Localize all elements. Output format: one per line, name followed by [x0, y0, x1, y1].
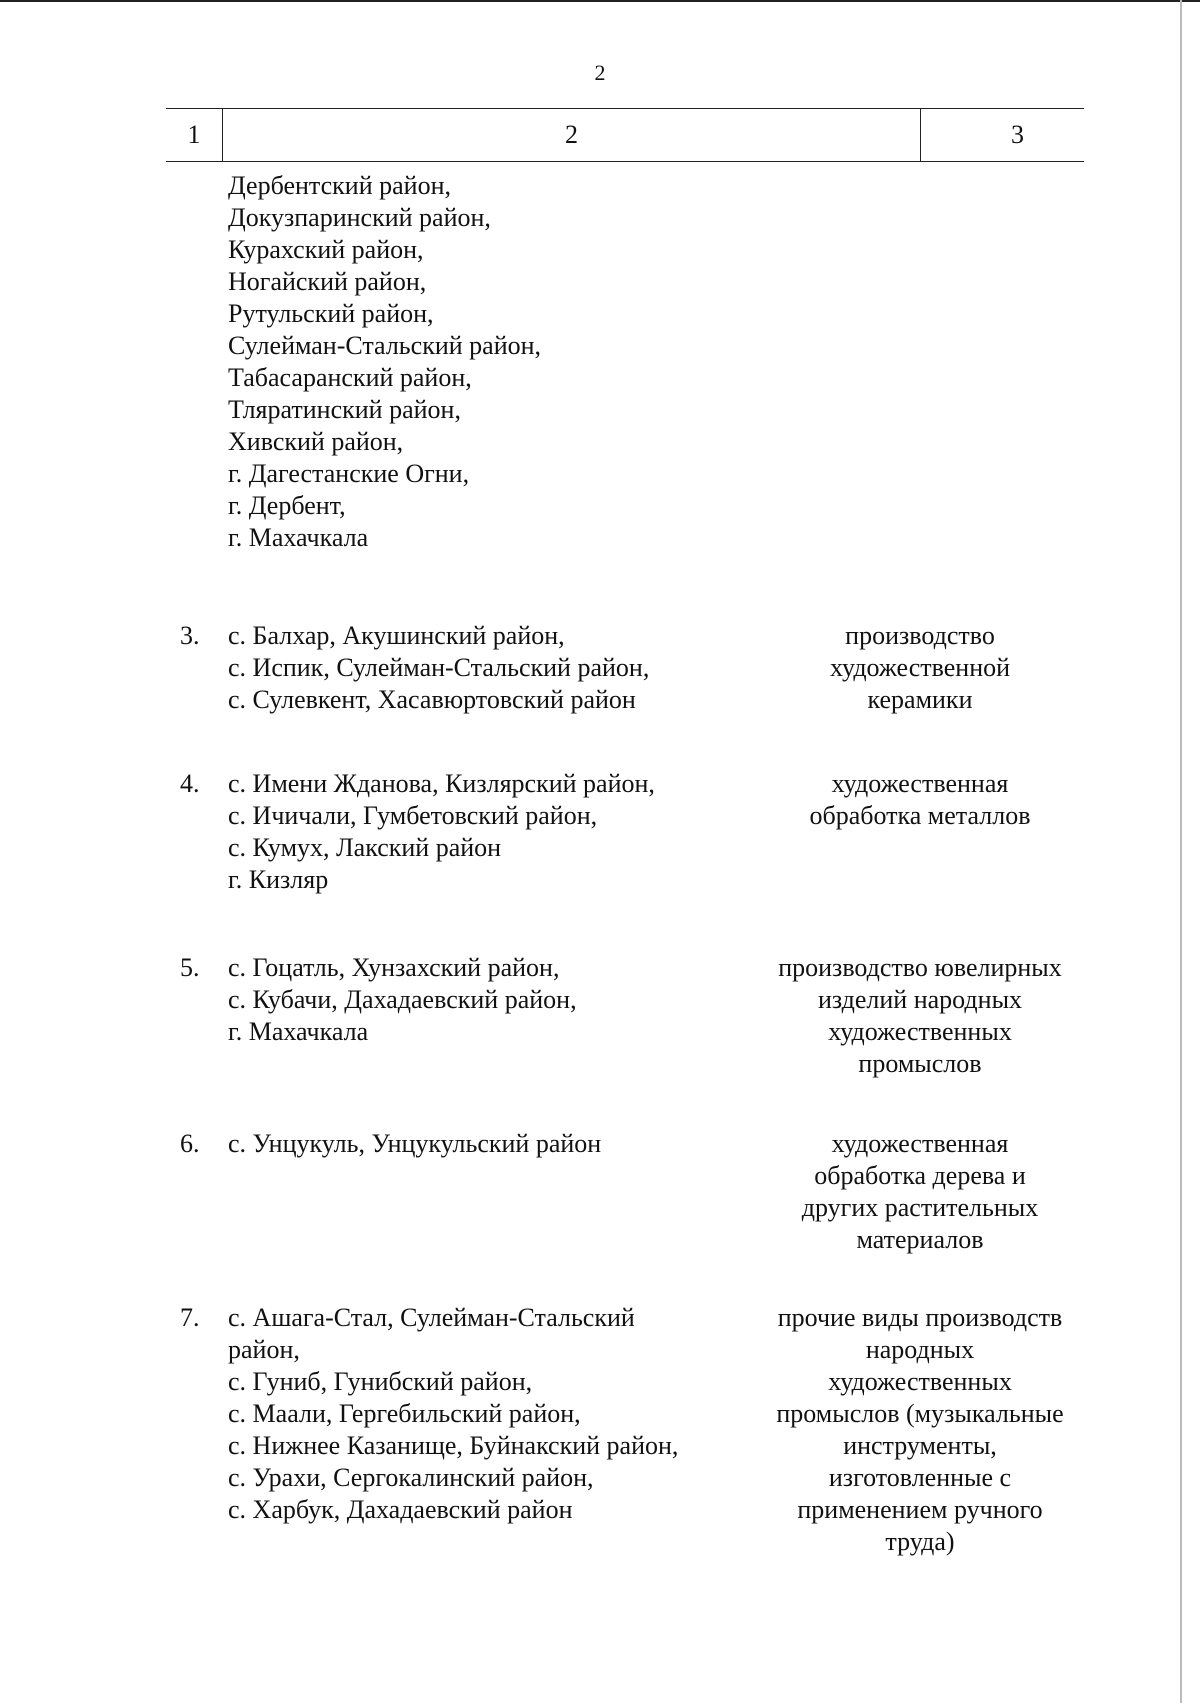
place-line: Тляратинский район, — [228, 395, 461, 424]
row-craft — [755, 1128, 1085, 1256]
craft-line: прочие виды производств — [777, 1303, 1063, 1332]
craft-line: обработка металлов — [809, 801, 1031, 830]
craft-line: инструменты, — [843, 1431, 997, 1460]
craft-line: обработка дерева и — [814, 1161, 1026, 1190]
craft-line: промыслов — [858, 1049, 982, 1078]
row-number: 7. — [180, 1303, 200, 1332]
craft-line: керамики — [867, 685, 973, 714]
craft-line: труда) — [885, 1527, 955, 1556]
place-line: с. Ичичали, Гумбетовский район, — [228, 801, 598, 830]
scan-edge-right — [1180, 0, 1182, 1703]
place-line: Хивский район, — [228, 427, 404, 456]
craft-line: материалов — [856, 1225, 984, 1254]
craft-line: художественная — [831, 769, 1009, 798]
place-line: с. Маали, Гергебильский район, — [228, 1399, 581, 1428]
row-craft — [755, 952, 1085, 1080]
place-line: с. Имени Жданова, Кизлярский район, — [228, 769, 655, 798]
place-line: Ногайский район, — [228, 267, 427, 296]
row-places — [228, 952, 748, 1048]
row-places — [228, 768, 748, 896]
place-line: Докузпаринский район, — [228, 203, 491, 232]
place-line: с. Кубачи, Дахадаевский район, — [228, 985, 577, 1014]
place-line: с. Испик, Сулейман-Стальский район, — [228, 653, 650, 682]
continued-place-list — [228, 170, 768, 554]
place-line: с. Кумух, Лакский район — [228, 833, 502, 862]
craft-line: художественных — [828, 1367, 1012, 1396]
place-line: с. Урахи, Сергокалинский район, — [228, 1463, 594, 1492]
column-header-2: 2 — [223, 109, 921, 161]
place-line: Рутульский район, — [228, 299, 434, 328]
place-line: г. Махачкала — [228, 523, 369, 552]
table-header — [166, 108, 1084, 162]
craft-line: других растительных — [801, 1193, 1039, 1222]
place-line: с. Харбук, Дахадаевский район — [228, 1495, 573, 1524]
row-number: 3. — [180, 621, 200, 650]
place-line: Табасаранский район, — [228, 363, 472, 392]
craft-line: производство ювелирных — [778, 953, 1062, 982]
place-line: с. Гуниб, Гунибский район, — [228, 1367, 533, 1396]
craft-line: художественной — [829, 653, 1011, 682]
craft-line: производство — [845, 621, 995, 650]
row-number: 4. — [180, 769, 200, 798]
row-places — [228, 1128, 748, 1160]
place-line: Курахский район, — [228, 235, 424, 264]
row-craft — [755, 768, 1085, 832]
row-number: 6. — [180, 1129, 200, 1158]
craft-line: применением ручного — [797, 1495, 1043, 1524]
page-number: 2 — [594, 60, 606, 85]
column-header-3: 3 — [1011, 120, 1024, 149]
place-line: с. Балхар, Акушинский район, — [228, 621, 565, 650]
craft-line: изделий народных — [817, 985, 1023, 1014]
row-number: 5. — [180, 953, 200, 982]
craft-line: промыслов (музыкальные — [776, 1399, 1064, 1428]
craft-line: народных — [865, 1335, 975, 1364]
row-places — [228, 1302, 748, 1526]
place-line: с. Гоцатль, Хунзахский район, — [228, 953, 560, 982]
place-line: Сулейман-Стальский район, — [228, 331, 542, 360]
craft-line: изготовленные с — [828, 1463, 1012, 1492]
place-line: Дербентский район, — [228, 171, 451, 200]
row-places — [228, 620, 748, 716]
place-line: с. Ашага-Стал, Сулейман-Стальский — [228, 1303, 635, 1332]
place-line: район, — [228, 1335, 300, 1364]
place-line: с. Нижнее Казанище, Буйнакский район, — [228, 1431, 679, 1460]
place-line: г. Дагестанские Огни, — [228, 459, 470, 488]
place-line: г. Махачкала — [228, 1017, 369, 1046]
row-craft — [755, 620, 1085, 716]
craft-line: художественная — [831, 1129, 1009, 1158]
place-line: с. Унцукуль, Унцукульский район — [228, 1129, 602, 1158]
place-line: с. Сулевкент, Хасавюртовский район — [228, 685, 636, 714]
row-craft — [755, 1302, 1085, 1558]
scan-edge-top — [0, 0, 1200, 2]
place-line: г. Кизляр — [228, 865, 329, 894]
craft-line: художественных — [828, 1017, 1012, 1046]
column-header-1: 1 — [166, 109, 223, 161]
place-line: г. Дербент, — [228, 491, 346, 520]
